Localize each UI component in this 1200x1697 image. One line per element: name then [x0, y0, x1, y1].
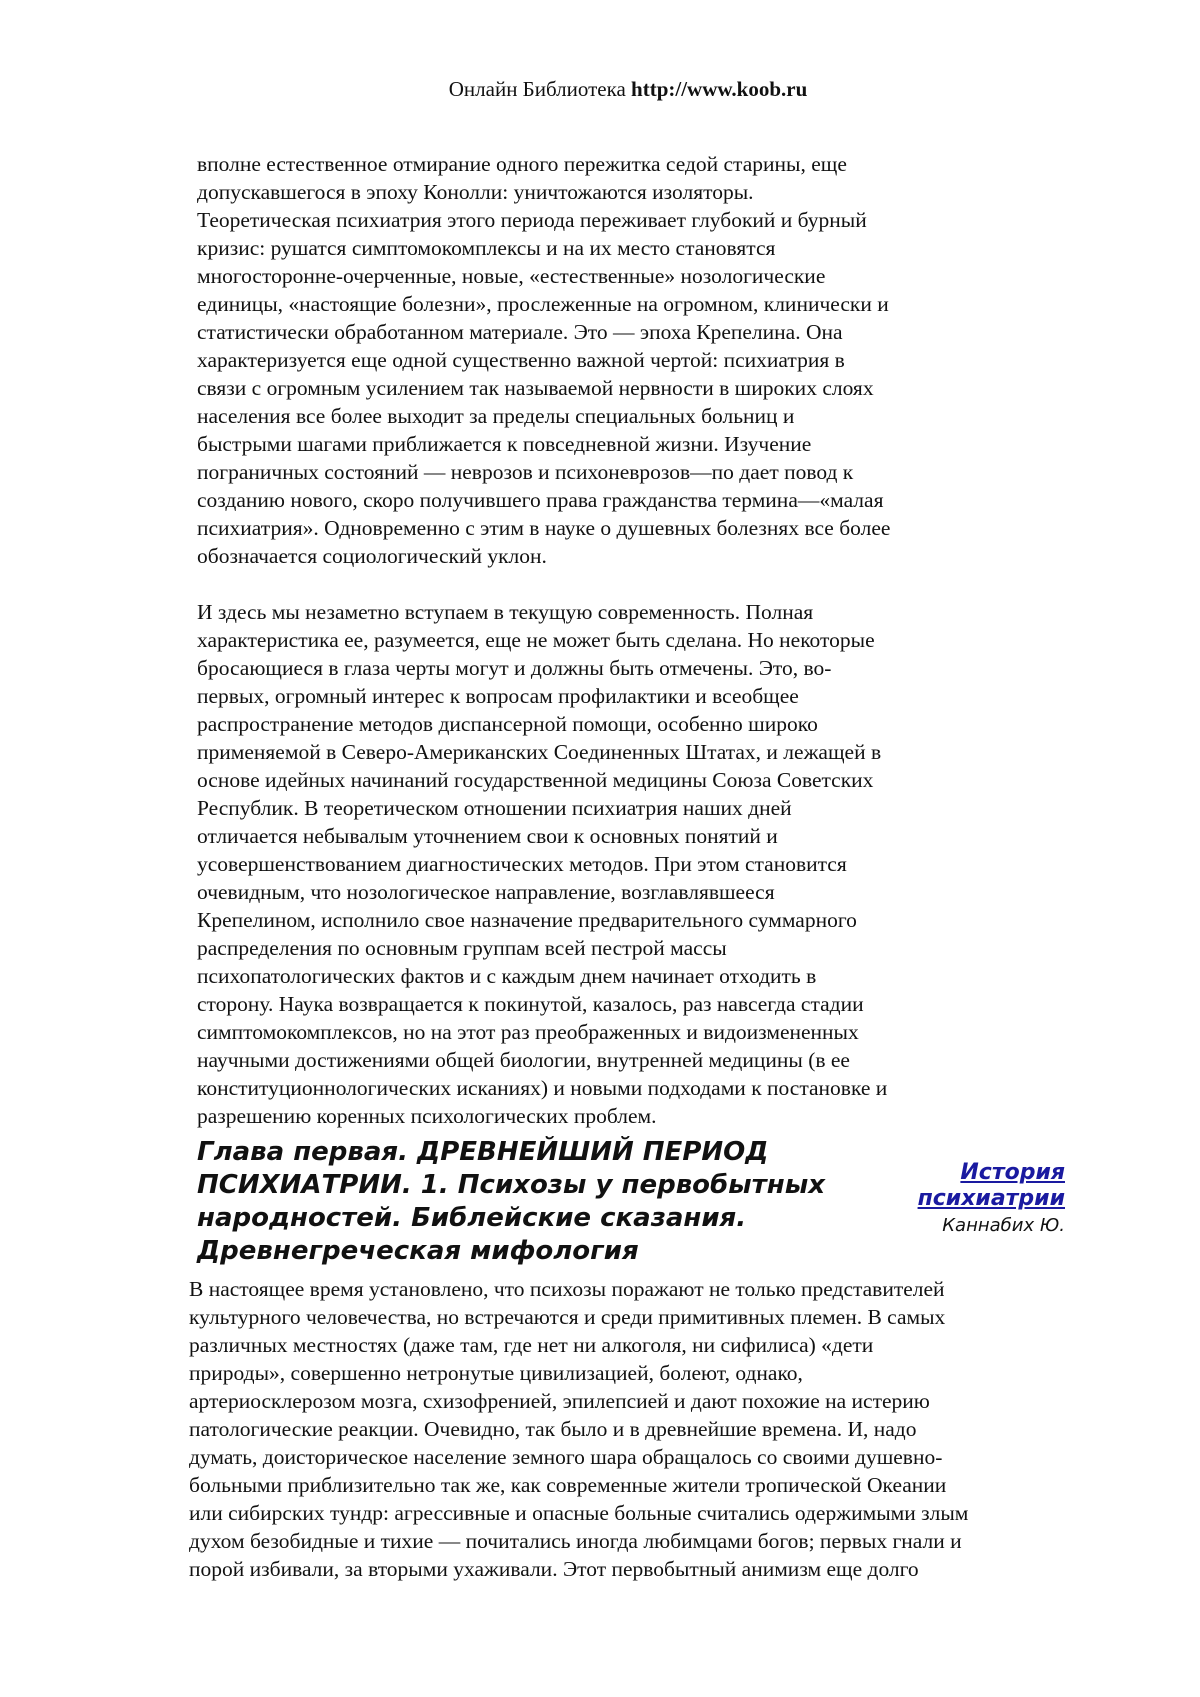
page-header — [28, 76, 1200, 102]
body-text — [197, 150, 1017, 1130]
paragraph-1: вполне естественное отмирание одного пережитка седой старины, еще допускавшегося в эпоху Конолли: уничтожаются изоляторы. Теоретическая психиатрия этого периода переживает глубокий и бурный кризис: рушатся симптомокомплексы и на их место становятся многосторонне-очерченные, новые, «естественные» нозологические единицы, «настоящие болезни», прослеженные на огромном, клинически и статистически обработанном материале. Это — эпоха Крепелина. Она характеризуется еще одной существенно важной чертой: психиатрия в связи с огромным усилением так называемой нервности в широких слоях населения все более выходит за пределы специальных больниц и быстрыми шагами приближается к повседневной жизни. Изучение пограничных состояний — неврозов и психоневрозов—по дает повод к созданию нового, скоро получившего права гражданства термина—«малая психиатрия». Одновременно с этим в науке о душевных болезнях все более обозначается социологический уклон. — [197, 152, 891, 568]
chapter-title: Глава первая. ДРЕВНЕЙШИЙ ПЕРИОД ПСИХИАТРИИ. 1. Психозы у первобытных народностей. Библейские сказания. Древнегреческая мифология — [197, 1137, 825, 1266]
paragraph-2: И здесь мы незаметно вступаем в текущую современность. Полная характеристика ее, разумеется, еще не может быть сделана. Но некоторые бросающиеся в глаза черты могут и должны быть отмечены. Это, во- первых, огромный интерес к вопросам профилактики и всеобщее распространение методов диспансерной помощи, особенно широко применяемой в Северо-Американских Соединенных Штатах, и лежащей в основе идейных начинаний государственной медицины Союза Советских Республик. В теоретическом отношении психиатрия наших дней отличается небывалым уточнением свои к основных понятий и усовершенствованием диагностических методов. При этом становится очевидным, что нозологическое направление, возглавлявшееся Крепелином, исполнило свое назначение предварительного суммарного распределения по основным группам всей пестрой массы психопатологических фактов и с каждым днем начинает отходить в сторону. Наука возвращается к покинутой, казалось, раз навсегда стадии симптомокомплексов, но на этот раз преображенных и видоизмененных научными достижениями общей биологии, внутренней медицины (в ее конституционнологических исканиях) и новыми подходами к постановке и разрешению коренных психологических проблем. — [197, 600, 888, 1128]
book-author: Каннабих Ю. — [942, 1215, 1065, 1236]
library-label: Онлайн Библиотека — [448, 77, 632, 101]
book-reference — [845, 1160, 1065, 1238]
book-title-link[interactable]: История психиатрии — [917, 1160, 1065, 1211]
chapter-paragraph: В настоящее время установлено, что психозы поражают не только представителей культурного человечества, но встречаются и среди примитивных племен. В самых различных местностях (даже там, где нет ни алкоголя, ни сифилиса) «дети природы», совершенно нетронутые цивилизацией, болеют, однако, артериосклерозом мозга, схизофренией, эпилепсией и дают похожие на истерию патологические реакции. Очевидно, так было и в древнейшие времена. И, надо думать, доисторическое население земного шара обращалось со своими душевно- больными приблизительно так же, как современные жители тропической Океании или сибирских тундр: агрессивные и опасные больные считались одержимыми злым духом безобидные и тихие — почитались иногда любимцами богов; первых гнали и порой избивали, за вторыми ухаживали. Этот первобытный анимизм еще долго — [189, 1277, 969, 1581]
library-url: http://www.koob.ru — [631, 77, 808, 101]
